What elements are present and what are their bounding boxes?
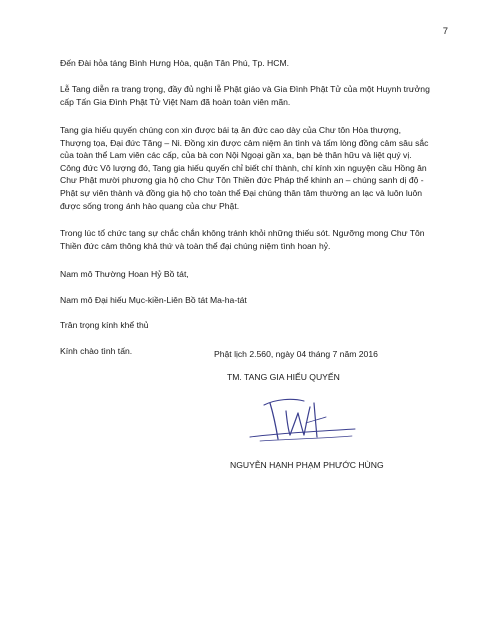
paragraph-gratitude: Tang gia hiếu quyến chúng con xin được bái tạ ân đức cao dày của Chư tôn Hòa thượng, Thượng tọa, Đại đức Tăng – Ni. Đồng xin được cảm niệm ân tình và tấm lòng đồng cảm sâu sắc của toàn thể Lam viên các cấp, của bà con Nội Ngoại gần xa, bạn bè thân hữu và liệt quý vị. Công đức Vô lượng đó, Tang gia hiếu quyến chỉ biết chí thành, chí kính xin nguyện cầu Hồng ân Chư Phật mười phương gia hộ cho Chư Tôn Thiền đức Pháp thể khinh an – chúng sanh dị độ - Phật sự viên thành và đồng gia hộ cho toàn thể Đại chúng thân tâm thường an lạc và luôn luôn được sống trong ánh hào quang của chư Phật. — [60, 125, 429, 211]
closing-line-3: Trân trọng kính khể thủ — [60, 320, 149, 330]
page-number: 7 — [442, 26, 448, 37]
handwritten-signature — [240, 393, 360, 445]
paragraph-location: Đến Đài hỏa táng Bình Hưng Hòa, quận Tân Phú, Tp. HCM. — [60, 58, 290, 68]
closing-line-4: Kính chào tình tấn. — [60, 346, 133, 356]
paragraph-apology: Trong lúc tổ chức tang sự chắc chắn không tránh khỏi những thiếu sót. Ngưỡng mong Chư Tôn Thiền đức cảm thông khả thứ và toàn thể đại chúng niệm tình hoan hỷ. — [60, 228, 425, 251]
on-behalf-line: TM. TANG GIA HIẾU QUYẾN — [227, 372, 340, 382]
closing-line-2: Nam mô Đại hiếu Mục-kiền-Liên Bồ tát Ma-ha-tát — [60, 295, 247, 305]
date-line: Phật lịch 2.560, ngày 04 tháng 7 năm 2016 — [214, 349, 378, 359]
closing-line-1: Nam mô Thường Hoan Hỷ Bồ tát, — [60, 269, 189, 279]
signer-name: NGUYỄN HẠNH PHẠM PHƯỚC HÙNG — [230, 460, 384, 470]
paragraph-ceremony: Lễ Tang diễn ra trang trọng, đầy đủ nghi lễ Phật giáo và Gia Đình Phật Tử của một Huynh trưởng cấp Tấn Gia Đình Phật Tử Việt Nam đã hoàn toàn viên mãn. — [60, 84, 430, 107]
